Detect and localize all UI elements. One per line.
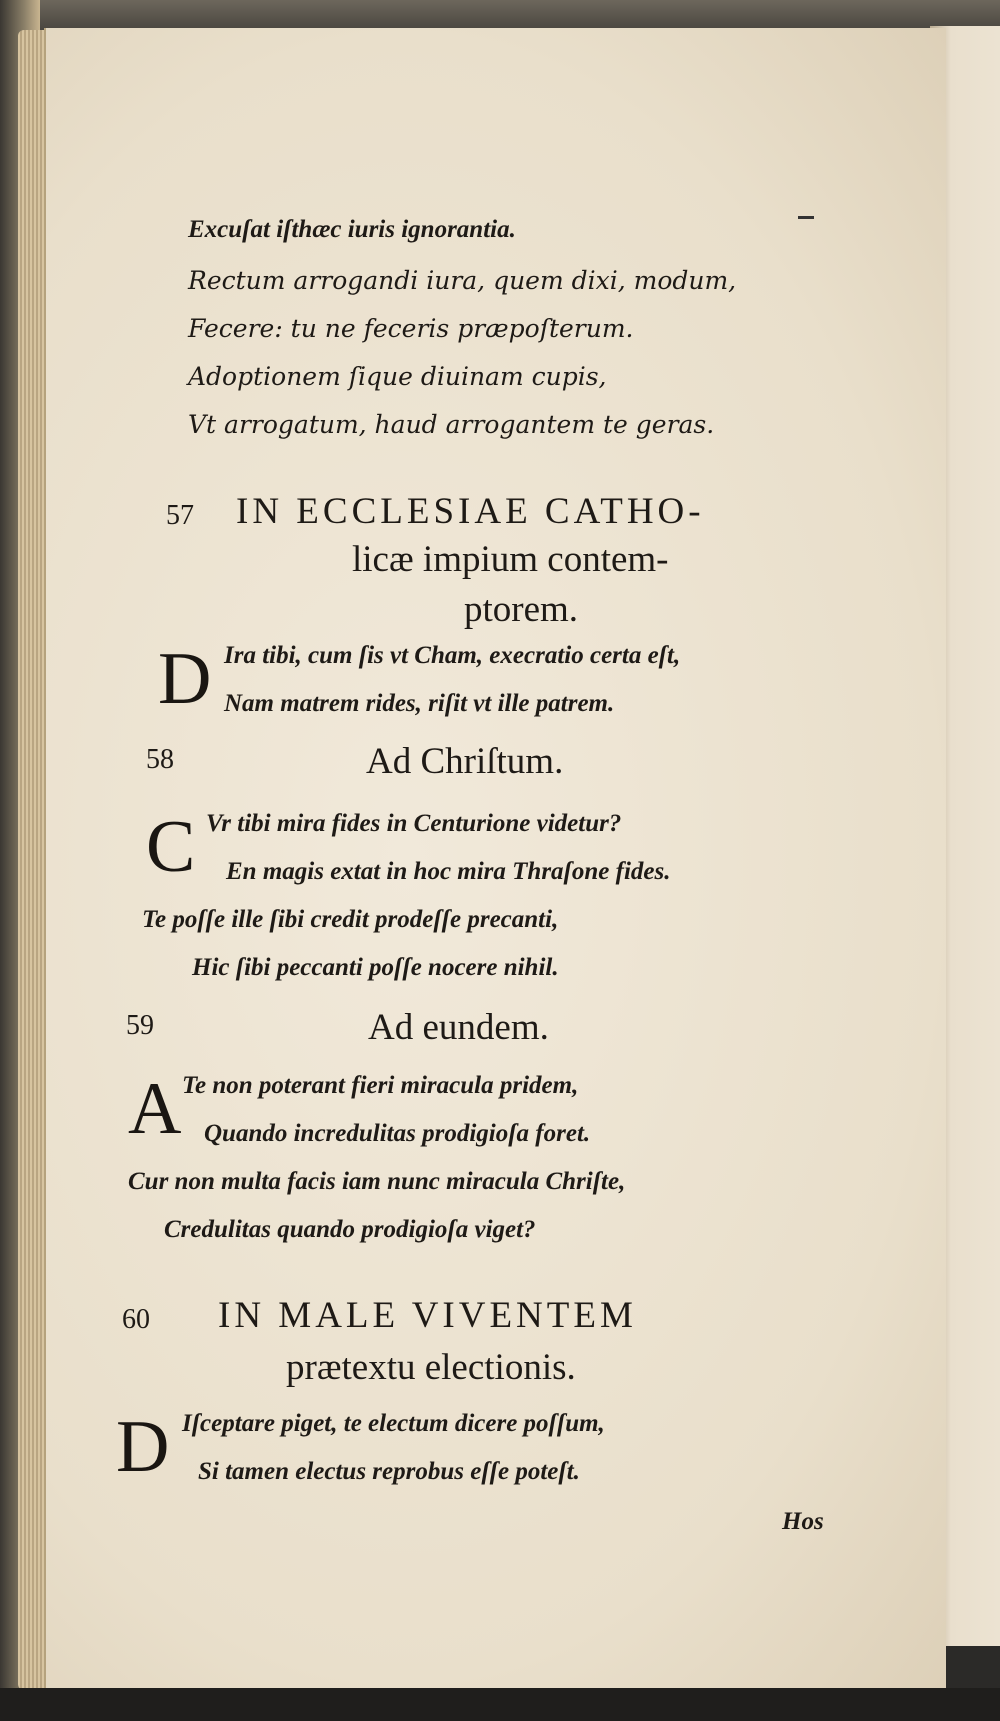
catchword: Hos (782, 1508, 824, 1535)
verse-line: Te non poterant fieri miracula pridem, (182, 1072, 579, 1099)
verse-line: En magis extat in hoc mira Thraſone fides. (226, 858, 671, 885)
epigram-title: IN ECCLESIAE CATHO- (236, 491, 705, 532)
verse-line: Nam matrem rides, riſit vt ille patrem. (224, 690, 615, 717)
epigram-title: Ad Chriſtum. (366, 741, 564, 782)
verse-line: Hic ſibi peccanti poſſe nocere nihil. (192, 954, 559, 981)
drop-initial: C (146, 806, 196, 888)
verse-line: Quando incredulitas prodigioſa foret. (204, 1120, 591, 1147)
drop-initial: D (158, 638, 212, 720)
epigram-title: IN MALE VIVENTEM (218, 1295, 637, 1336)
epigram-title: ptorem. (464, 589, 579, 630)
verse-line: Iſceptare piget, te electum dicere poſſum, (182, 1410, 605, 1437)
verse-line: Cur non multa facis iam nunc miracula Chriſte, (128, 1168, 626, 1195)
verse-line: Te poſſe ille ſibi credit prodeſſe precanti, (142, 906, 559, 933)
verse-line: Ira tibi, cum ſis vt Cham, execratio certa eſt, (224, 642, 681, 669)
epigram-title: licæ impium contem- (352, 539, 669, 580)
scan-background-bottom (0, 1688, 1000, 1721)
epigram-number: 57 (166, 500, 194, 531)
verse-line: Rectum arrogandi iura, quem dixi, modum, (188, 266, 737, 295)
book-page (44, 28, 946, 1688)
verse-line: Vt arrogatum, haud arrogantem te geras. (188, 410, 715, 439)
epigram-number: 60 (122, 1304, 150, 1335)
verse-line: Si tamen electus reprobus eſſe poteſt. (198, 1458, 580, 1485)
epigram-title: prætextu electionis. (286, 1347, 576, 1388)
verse-line: Credulitas quando prodigioſa viget? (164, 1216, 536, 1243)
ink-mark (798, 216, 814, 219)
epigram-number: 58 (146, 744, 174, 775)
verse-line: Adoptionem ſique diuinam cupis, (188, 362, 607, 391)
verse-line: Excuſat iſthæc iuris ignorantia. (188, 216, 516, 243)
verse-line: Vr tibi mira fides in Centurione videtur? (206, 810, 622, 837)
epigram-number: 59 (126, 1010, 154, 1041)
epigram-title: Ad eundem. (368, 1007, 549, 1048)
drop-initial: A (128, 1068, 182, 1150)
verse-line: Fecere: tu ne feceris præpoſterum. (188, 314, 634, 343)
drop-initial: D (116, 1406, 170, 1488)
